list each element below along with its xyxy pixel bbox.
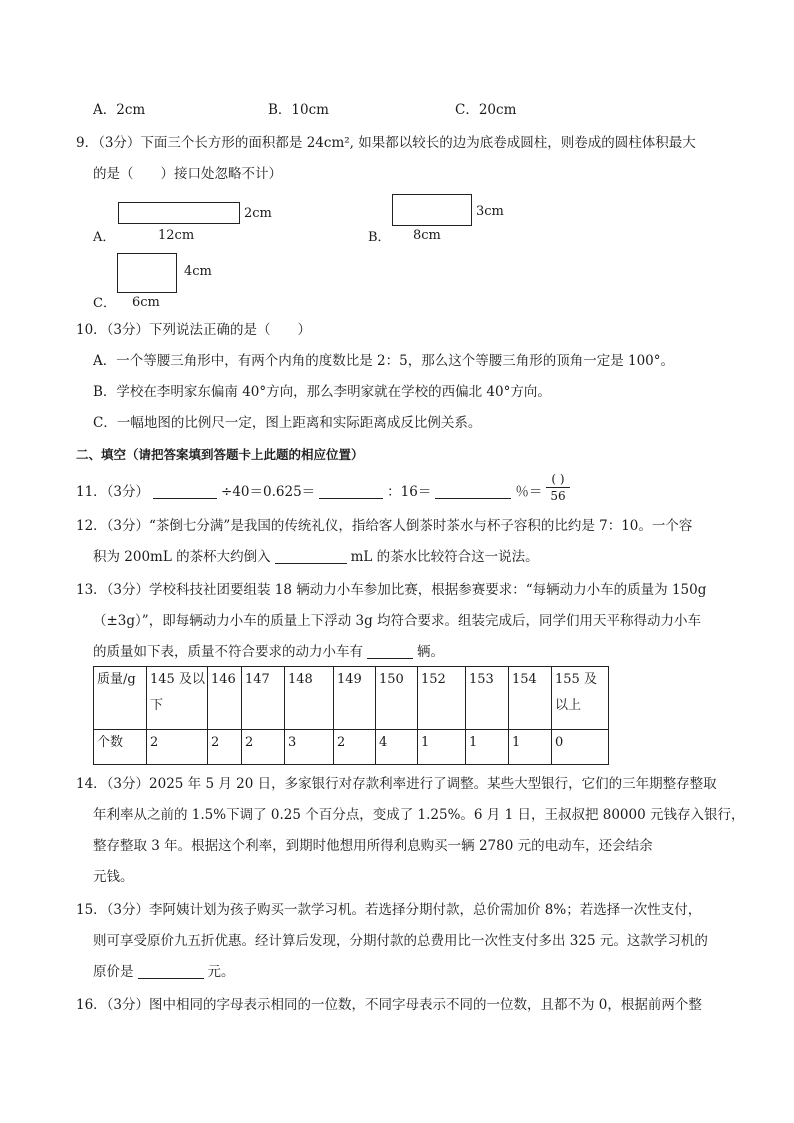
q10-option-c: C．一幅地图的比例尺一定，图上距离和实际距离成反比例关系。 — [93, 415, 482, 431]
q12-blank — [275, 549, 347, 564]
q15-line1: 15．（3分）李阿姨计划为孩子购买一款学习机。若选择分期付款，总价需加价 8%；若选择一次性支付， — [76, 902, 702, 918]
table-header-cell — [552, 667, 609, 730]
q10-stem: 10．（3分）下列说法正确的是（ ） — [76, 322, 312, 338]
q11-blank-1 — [153, 484, 217, 499]
q12-line2-part-a: 积为 200mL 的茶杯大约倒入 — [93, 549, 271, 565]
table-header-cell: 147 — [242, 667, 285, 730]
q9-rect-b-width: 8cm — [413, 228, 441, 243]
table-header-cell: 146 — [208, 667, 242, 730]
q15-line3-part-b: 元。 — [207, 964, 235, 980]
q13-blank — [367, 644, 413, 659]
q9-rect-b — [392, 194, 472, 226]
table-header-cell: 153 — [466, 667, 509, 730]
table-row — [94, 667, 609, 730]
table-cell: 1 — [418, 730, 466, 765]
q11-part-3: ％＝ — [515, 484, 543, 500]
q14-line3: 整存整取 3 年。根据这个利率，到期时他想用所得利息购买一辆 2780 元的电动车，还会结余 — [93, 838, 653, 854]
q13-line1: 13．（3分）学校科技社团要组装 18 辆动力小车参加比赛，根据参赛要求：“每辆动力小车的质量为 150g — [76, 582, 707, 598]
table-cell: 2 — [334, 730, 376, 765]
q11-part-1: ÷40＝0.625＝ — [221, 484, 316, 500]
q11-blank-2 — [319, 484, 383, 499]
header-text: 145 及以下 — [150, 672, 205, 713]
q9-option-b-label: B． — [368, 230, 391, 245]
q12-line1: 12．（3分）“茶倒七分满”是我国的传统礼仪，指给客人倒茶时茶水与杯子容积的比约是 7：10。一个容 — [76, 518, 693, 534]
table-header-cell: 150 — [376, 667, 418, 730]
table-cell: 2 — [242, 730, 285, 765]
q13-line2: （±3g）”，即每辆动力小车的质量上下浮动 3g 均符合要求。组装完成后，同学们用天平称得动力小车 — [93, 613, 702, 629]
q8-option-a: A．2cm — [93, 102, 146, 118]
q11-part-2: ：16＝ — [387, 484, 432, 500]
q12-line2 — [93, 547, 539, 567]
q9-rect-a-height: 2cm — [244, 206, 272, 221]
q11-fraction-numerator: ( ) — [551, 472, 565, 486]
table-cell: 2 — [147, 730, 208, 765]
q11-fraction-denominator: 56 — [550, 489, 566, 503]
table-row-label: 个数 — [94, 730, 147, 765]
table-cell: 0 — [552, 730, 609, 765]
q10-option-a: A．一个等腰三角形中，有两个内角的度数比是 2：5，那么这个等腰三角形的顶角一定是 100°。 — [93, 353, 675, 369]
q12-line2-part-b: mL 的茶水比较符合这一说法。 — [350, 549, 539, 565]
q9-rect-a-width: 12cm — [158, 228, 195, 243]
q8-option-b: B．10cm — [268, 102, 329, 118]
q13-line3-part-a: 的质量如下表，质量不符合要求的动力小车有 — [93, 644, 363, 660]
q8-option-c: C．20cm — [455, 102, 517, 118]
q13-line3 — [93, 642, 444, 662]
q9-rect-c-width: 6cm — [132, 295, 160, 310]
table-cell: 4 — [376, 730, 418, 765]
q15-line3-part-a: 原价是 — [93, 964, 134, 980]
header-text: 155 及以上 — [555, 672, 597, 713]
table-header-cell — [147, 667, 208, 730]
section-2-heading: 二、填空（请把答案填到答题卡上此题的相应位置） — [76, 447, 364, 462]
q11-blank-3 — [435, 484, 511, 499]
q13-mass-table — [93, 666, 609, 765]
table-header-cell: 152 — [418, 667, 466, 730]
table-cell: 1 — [509, 730, 552, 765]
q15-blank — [138, 964, 204, 979]
table-header-cell: 154 — [509, 667, 552, 730]
table-cell: 3 — [285, 730, 334, 765]
q14-line2: 年利率从之前的 1.5%下调了 0.25 个百分点，变成了 1.25%。6 月 1 日，王叔叔把 80000 元钱存入银行， — [93, 807, 745, 823]
q10-option-b: B．学校在李明家东偏南 40°方向，那么李明家就在学校的西偏北 40°方向。 — [93, 384, 551, 400]
table-header-cell: 质量/g — [94, 667, 147, 730]
q9-rect-b-height: 3cm — [476, 204, 504, 219]
q11-prefix: 11．（3分） — [76, 484, 150, 500]
q9-rect-a — [118, 202, 240, 224]
q16-line1: 16．（3分）图中相同的字母表示相同的一位数，不同字母表示不同的一位数，且都不为 0，根据前两个整 — [76, 997, 702, 1013]
q15-line3 — [93, 962, 235, 982]
q9-option-a-label: A． — [93, 230, 116, 245]
q9-rect-c-height: 4cm — [184, 264, 212, 279]
q9-rect-c — [117, 253, 177, 293]
q9-stem-line1: 9．（3分）下面三个长方形的面积都是 24cm², 如果都以较长的边为底卷成圆柱，则卷成的圆柱体积最大 — [76, 135, 696, 151]
q13-line3-part-b: 辆。 — [417, 644, 444, 660]
q9-stem-line2: 的是（ ）接口处忽略不计） — [93, 166, 282, 182]
q11-fraction — [546, 472, 570, 503]
q9-option-c-label: C． — [93, 296, 116, 311]
q11-line — [76, 482, 542, 502]
table-header-cell: 148 — [285, 667, 334, 730]
q15-line2: 则可享受原价九五折优惠。经计算后发现，分期付款的总费用比一次性支付多出 325 元。这款学习机的 — [93, 933, 708, 949]
table-header-cell: 149 — [334, 667, 376, 730]
q14-line1: 14．（3分）2025 年 5 月 20 日，多家银行对存款利率进行了调整。某些大型银行，它们的三年期整存整取 — [76, 776, 717, 792]
q14-line4: 元钱。 — [93, 869, 134, 885]
table-cell: 2 — [208, 730, 242, 765]
table-cell: 1 — [466, 730, 509, 765]
table-row — [94, 730, 609, 765]
q11-fraction-bar — [546, 487, 570, 488]
